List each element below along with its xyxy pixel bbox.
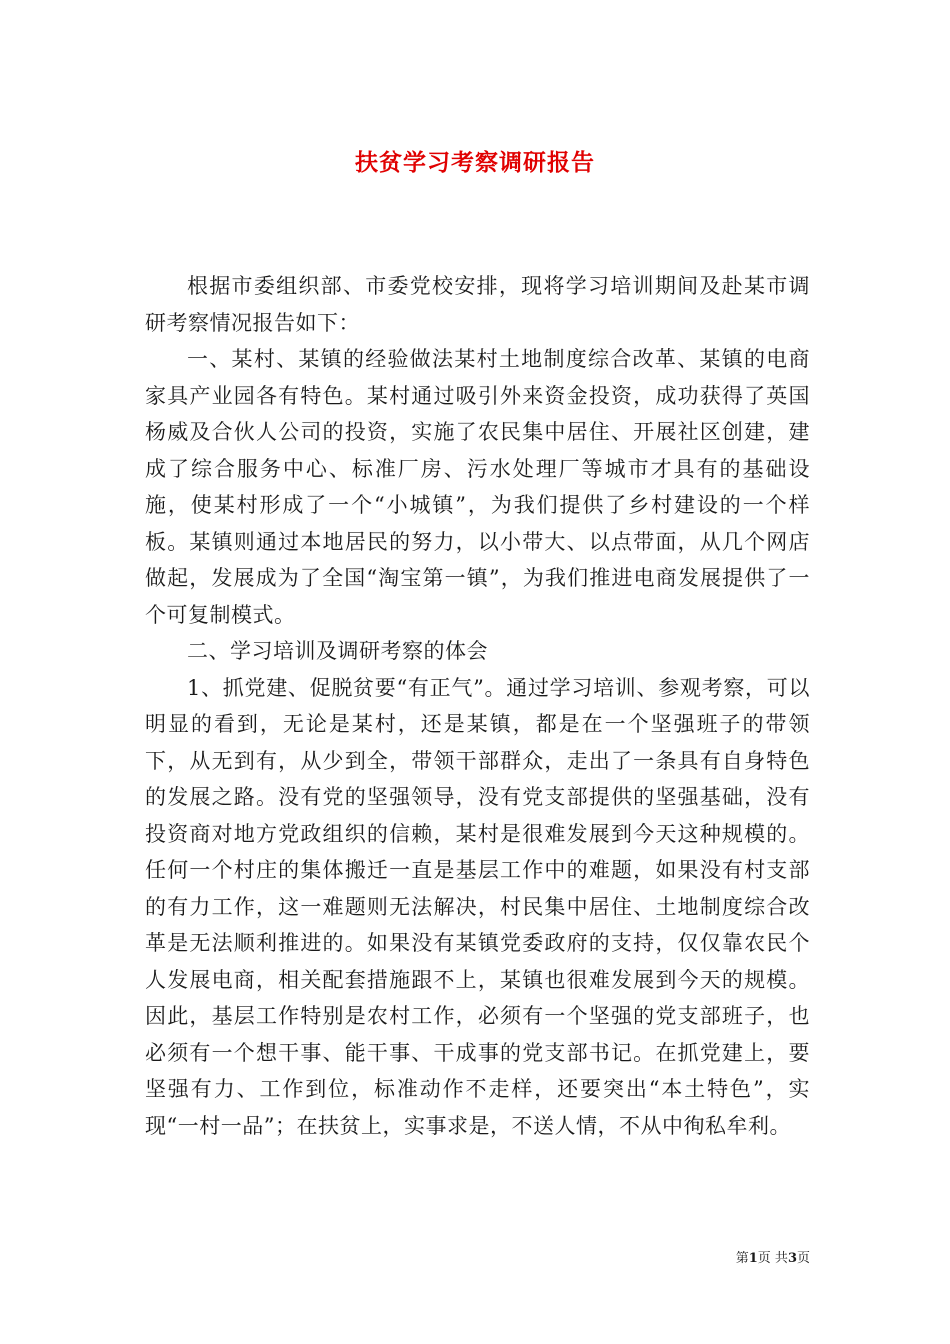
page-number-footer <box>736 1247 810 1266</box>
footer-prefix: 第 <box>735 1251 749 1266</box>
footer-middle: 页 共 <box>757 1251 788 1266</box>
document-body <box>145 268 810 1144</box>
footer-total-pages: 3 <box>787 1251 797 1266</box>
footer-suffix: 页 <box>796 1251 810 1266</box>
paragraph-section-two-heading: 二、学习培训及调研考察的体会 <box>187 639 488 663</box>
paragraph-point-one: 1、抓党建、促脱贫要“有正气”。通过学习培训、参观考察，可以明显的看到，无论是某村，还是某镇，都是在一个坚强班子的带领下，从无到有，从少到全，带领干部群众，走出了一条具有自身特色的发展之路。没有党的坚强领导，没有党支部提供的坚强基础，没有投资商对地方党政组织的信赖，某村是很难发展到今天这种规模的。任何一个村庄的集体搬迁一直是基层工作中的难题，如果没有村支部的有力工作，这一难题则无法解决，村民集中居住、土地制度综合改革是无法顺利推进的。如果没有某镇党委政府的支持，仅仅靠农民个人发展电商，相关配套措施跟不上，某镇也很难发展到今天的规模。因此，基层工作特别是农村工作，必须有一个坚强的党支部班子，也必须有一个想干事、能干事、干成事的党支部书记。在抓党建上，要坚强有力、工作到位，标准动作不走样，还要突出“本土特色”，实现“一村一品”；在扶贫上，实事求是，不送人情，不从中徇私牟利。 <box>145 675 810 1138</box>
paragraph-section-one: 一、某村、某镇的经验做法某村土地制度综合改革、某镇的电商家具产业园各有特色。某村通过吸引外来资金投资，成功获得了英国杨威及合伙人公司的投资，实施了农民集中居住、开展社区创建，建成了综合服务中心、标准厂房、污水处理厂等城市才具有的基础设施，使某村形成了一个“小城镇”，为我们提供了乡村建设的一个样板。某镇则通过本地居民的努力，以小带大、以点带面，从几个网店做起，发展成为了全国“淘宝第一镇”，为我们推进电商发展提供了一个可复制模式。 <box>145 347 810 627</box>
document-title: 扶贫学习考察调研报告 <box>355 149 595 177</box>
paragraph-intro: 根据市委组织部、市委党校安排，现将学习培训期间及赴某市调研考察情况报告如下： <box>145 274 810 335</box>
footer-current-page: 1 <box>748 1251 758 1266</box>
